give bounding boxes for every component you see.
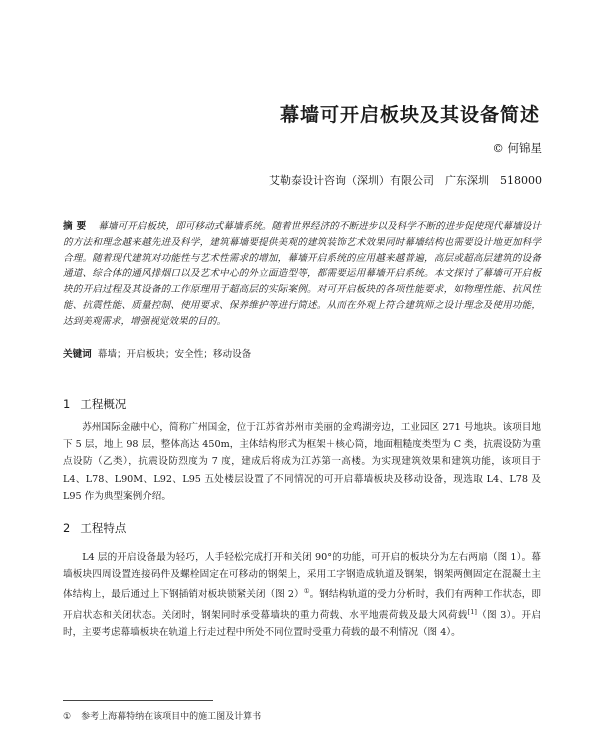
section-number-1: 1 [63,397,71,411]
author-line: © 何锦星 [492,141,542,155]
section-heading-1 [63,396,126,412]
abstract-text: 幕墙可开启板块，即可移动式幕墙系统。随着世界经济的不断进步以及科学不断的进步促使现代幕墙设计的方法和理念越来越先进及科学，建筑幕墙要提供美观的建筑装饰艺术效果同时幕墙结构也需要设计地更加科学合理。随着现代建筑对功能性与艺术性需求的增加，幕墙开启系统的应用越来越普遍，高层或超高层建筑的设备通道、综合体的通风排烟口以及艺术中心的外立面造型等，都需要运用幕墙开启系统。本文探讨了幕墙可开启板块的开启过程及其设备的工作原理用于超高层的实际案例。对可开启板块的各项性能要求，如物理性能、抗风性能、抗震性能、质量控制、使用要求、保养维护等进行简述。从而在外观上符合建筑师之设计理念及使用功能，达到美观需求，增强视觉效果的目的。 [63,221,542,327]
keywords-line [63,346,251,360]
footnote-text: 参考上海幕特纳在该项目中的施工图及计算书 [81,712,262,722]
footnote-mark: ① [63,712,72,722]
page-title: 幕墙可开启板块及其设备简述 [279,104,540,126]
section-paragraph-2 [63,549,541,641]
section-title-1: 工程概况 [80,397,127,411]
section-paragraph-1: 苏州国际金融中心，简称广州国金，位于江苏省苏州市美丽的金鸡湖旁边，工业园区 271 号地块。该项目地下 5 层，地上 98 层，整体高达 450m，主体结构形式为框架＋核心筒，地面粗糙度类型为 C 类，抗震设防为重点设防（乙类），抗震设防烈度为 7 度，建成后将成为江苏第一高楼。为实现建筑效果和建筑功能，该项目于 L4、L78、L90M、L92、L95 五处楼层设置了不同情况的可开启幕墙板块及移动设备，现选取 L4、L78 及 L95 作为典型案例介绍。 [63,422,541,502]
section-title-2: 工程特点 [80,521,127,535]
footnote-divider [63,700,213,701]
paragraph-text-part-a: L4 层的开启设备最为轻巧，人手轻松完成打开和关闭 90°的功能，可开启的板块分为左右两扇（图 1）。幕墙板块四周设置连接码件及螺栓固定在可移动的钢架上，采用工字钢造成轨道及钢架，钢架两侧固定在混凝土主体结构上，最后通过上下钢插销对板块锁紧关闭（图 2） [63,552,541,601]
abstract-label: 摘要 [63,221,91,232]
keywords-text: 幕墙；开启板块；安全性；移动设备 [97,349,252,360]
paragraph-text-part-b: 。钢结构轨道的受力分析时，我们有两种工作状态，即开启状态和关闭状态。关闭时，钢架同时承受幕墙块的重力荷载、水平地震荷载及最大风荷载 [63,589,542,621]
paragraph-text-part-c: （图 3）。开启时，主要考虑幕墙板块在轨道上行走过程中所处不同位置时受重力荷载的最不利情况（图 4）。 [63,609,541,639]
affiliation-line: 艾勒泰设计咨询（深圳）有限公司 广东深圳 518000 [269,174,542,187]
section-number-2: 2 [63,521,71,535]
section-heading-2 [63,520,126,536]
footnote-reference[interactable]: ① [303,587,310,596]
keywords-label: 关键词 [63,349,92,360]
footnote [63,709,261,722]
abstract-block [63,219,541,330]
citation-reference[interactable]: [1] [467,607,477,616]
